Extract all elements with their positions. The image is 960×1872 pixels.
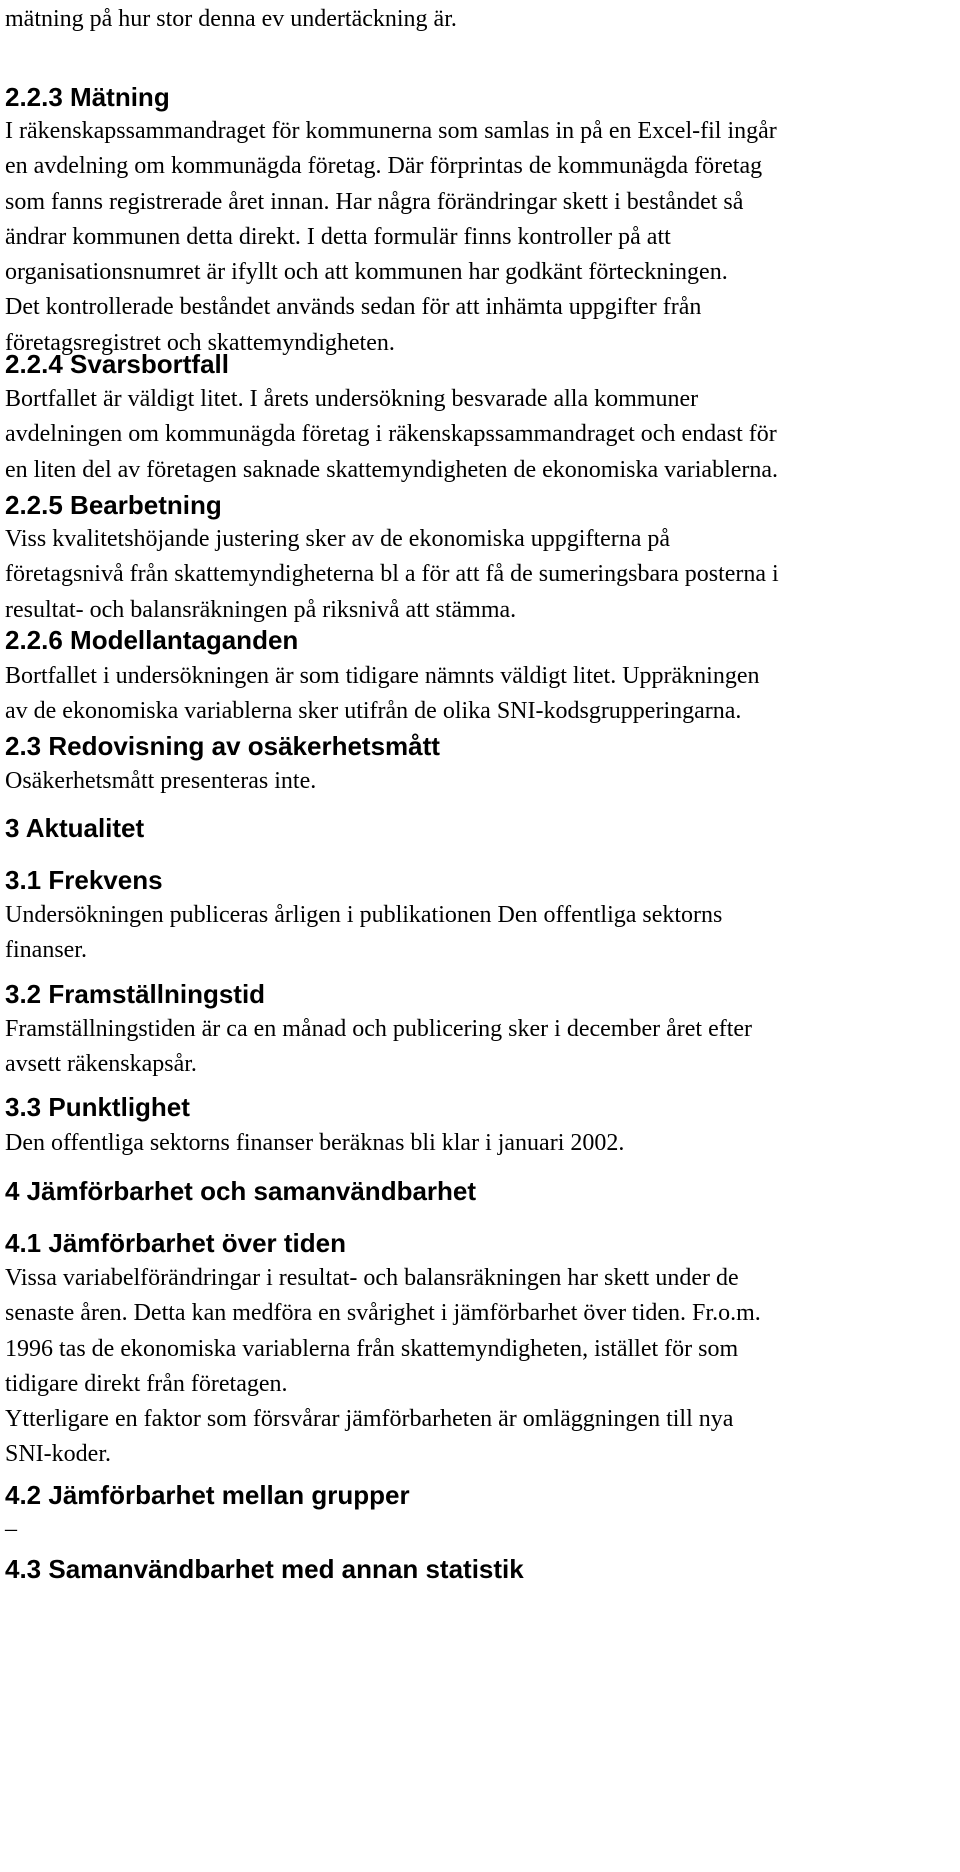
text-line: I räkenskapssammandraget för kommunerna som samlas in på en Excel-fil ingår xyxy=(5,118,777,144)
paragraph-osakerhetsmatt xyxy=(5,764,316,799)
text-line: Det kontrollerade beståndet används sedan för att inhämta uppgifter från xyxy=(5,294,702,321)
paragraph-matning xyxy=(5,114,777,361)
text-line: resultat- och balansräkningen på riksnivå att stämma. xyxy=(5,596,517,623)
text-line: som fanns registrerade året innan. Har några förändringar skett i beståndet så xyxy=(5,188,744,215)
text-line: Osäkerhetsmått presenteras inte. xyxy=(5,768,317,794)
heading-4-3: 4.3 Samanvändbarhet med annan statistik xyxy=(5,1554,524,1584)
heading-4-1: 4.1 Jämförbarhet över tiden xyxy=(5,1228,346,1258)
paragraph-jamforbarhet-over-tiden xyxy=(5,1261,761,1473)
heading-3: 3 Aktualitet xyxy=(5,813,145,843)
text-line: Undersökningen publiceras årligen i publikationen Den offentliga sektorns xyxy=(5,902,723,928)
text-line: Den offentliga sektorns finanser beräknas bli klar i januari 2002. xyxy=(5,1130,625,1156)
text-line: av de ekonomiska variablerna sker utifrån de olika SNI-kodsgrupperingarna. xyxy=(5,698,742,725)
heading-2-2-6: 2.2.6 Modellantaganden xyxy=(5,625,299,655)
paragraph-dash xyxy=(5,1512,17,1547)
heading-4: 4 Jämförbarhet och samanvändbarhet xyxy=(5,1176,477,1206)
text-line: en liten del av företagen saknade skattemyndigheten de ekonomiska variablerna. xyxy=(5,456,779,483)
text-line: Vissa variabelförändringar i resultat- och balansräkningen har skett under de xyxy=(5,1265,739,1291)
text-line: mätning på hur stor denna ev undertäckning är. xyxy=(5,6,457,32)
text-line: en avdelning om kommunägda företag. Där förprintas de kommunägda företag xyxy=(5,153,763,180)
paragraph-framstallningstid xyxy=(5,1012,752,1083)
text-line: Ytterligare en faktor som försvårar jämförbarheten är omläggningen till nya xyxy=(5,1406,734,1433)
text-line: Framställningstiden är ca en månad och publicering sker i december året efter xyxy=(5,1016,753,1042)
heading-2-2-3: 2.2.3 Mätning xyxy=(5,82,170,112)
text-line: avsett räkenskapsår. xyxy=(5,1051,197,1078)
paragraph-bearbetning xyxy=(5,522,779,628)
text-line: SNI-koder. xyxy=(5,1441,111,1468)
text-line: Viss kvalitetshöjande justering sker av de ekonomiska uppgifterna på xyxy=(5,526,671,552)
heading-3-1: 3.1 Frekvens xyxy=(5,865,163,895)
text-line: Bortfallet i undersökningen är som tidigare nämnts väldigt litet. Uppräkningen xyxy=(5,663,760,689)
paragraph-frekvens xyxy=(5,898,722,969)
text-line: ändrar kommunen detta direkt. I detta formulär finns kontroller på att xyxy=(5,223,671,250)
text-line: avdelningen om kommunägda företag i räkenskapssammandraget och endast för xyxy=(5,421,777,448)
intro-paragraph xyxy=(5,2,457,37)
text-line: Bortfallet är väldigt litet. I årets undersökning besvarade alla kommuner xyxy=(5,386,699,412)
text-line: finanser. xyxy=(5,937,87,964)
paragraph-punktlighet xyxy=(5,1126,624,1161)
heading-2-2-4: 2.2.4 Svarsbortfall xyxy=(5,349,229,379)
text-line: organisationsnumret är ifyllt och att kommunen har godkänt förteckningen. xyxy=(5,259,728,286)
heading-3-3: 3.3 Punktlighet xyxy=(5,1092,190,1122)
heading-4-2: 4.2 Jämförbarhet mellan grupper xyxy=(5,1480,410,1510)
heading-3-2: 3.2 Framställningstid xyxy=(5,979,266,1009)
heading-2-3: 2.3 Redovisning av osäkerhetsmått xyxy=(5,731,440,761)
paragraph-modellantaganden xyxy=(5,659,760,730)
text-line: företagsnivå från skattemyndigheterna bl a för att få de sumeringsbara posterna i xyxy=(5,561,779,588)
text-line: senaste åren. Detta kan medföra en svårighet i jämförbarhet över tiden. Fr.o.m. xyxy=(5,1300,761,1327)
text-line: tidigare direkt från företagen. xyxy=(5,1370,288,1397)
paragraph-svarsbortfall xyxy=(5,382,778,488)
text-line: 1996 tas de ekonomiska variablerna från skattemyndigheten, istället för som xyxy=(5,1335,739,1362)
text-line: – xyxy=(5,1516,17,1542)
text-line: företagsregistret och skattemyndigheten. xyxy=(5,329,395,356)
heading-2-2-5: 2.2.5 Bearbetning xyxy=(5,490,222,520)
